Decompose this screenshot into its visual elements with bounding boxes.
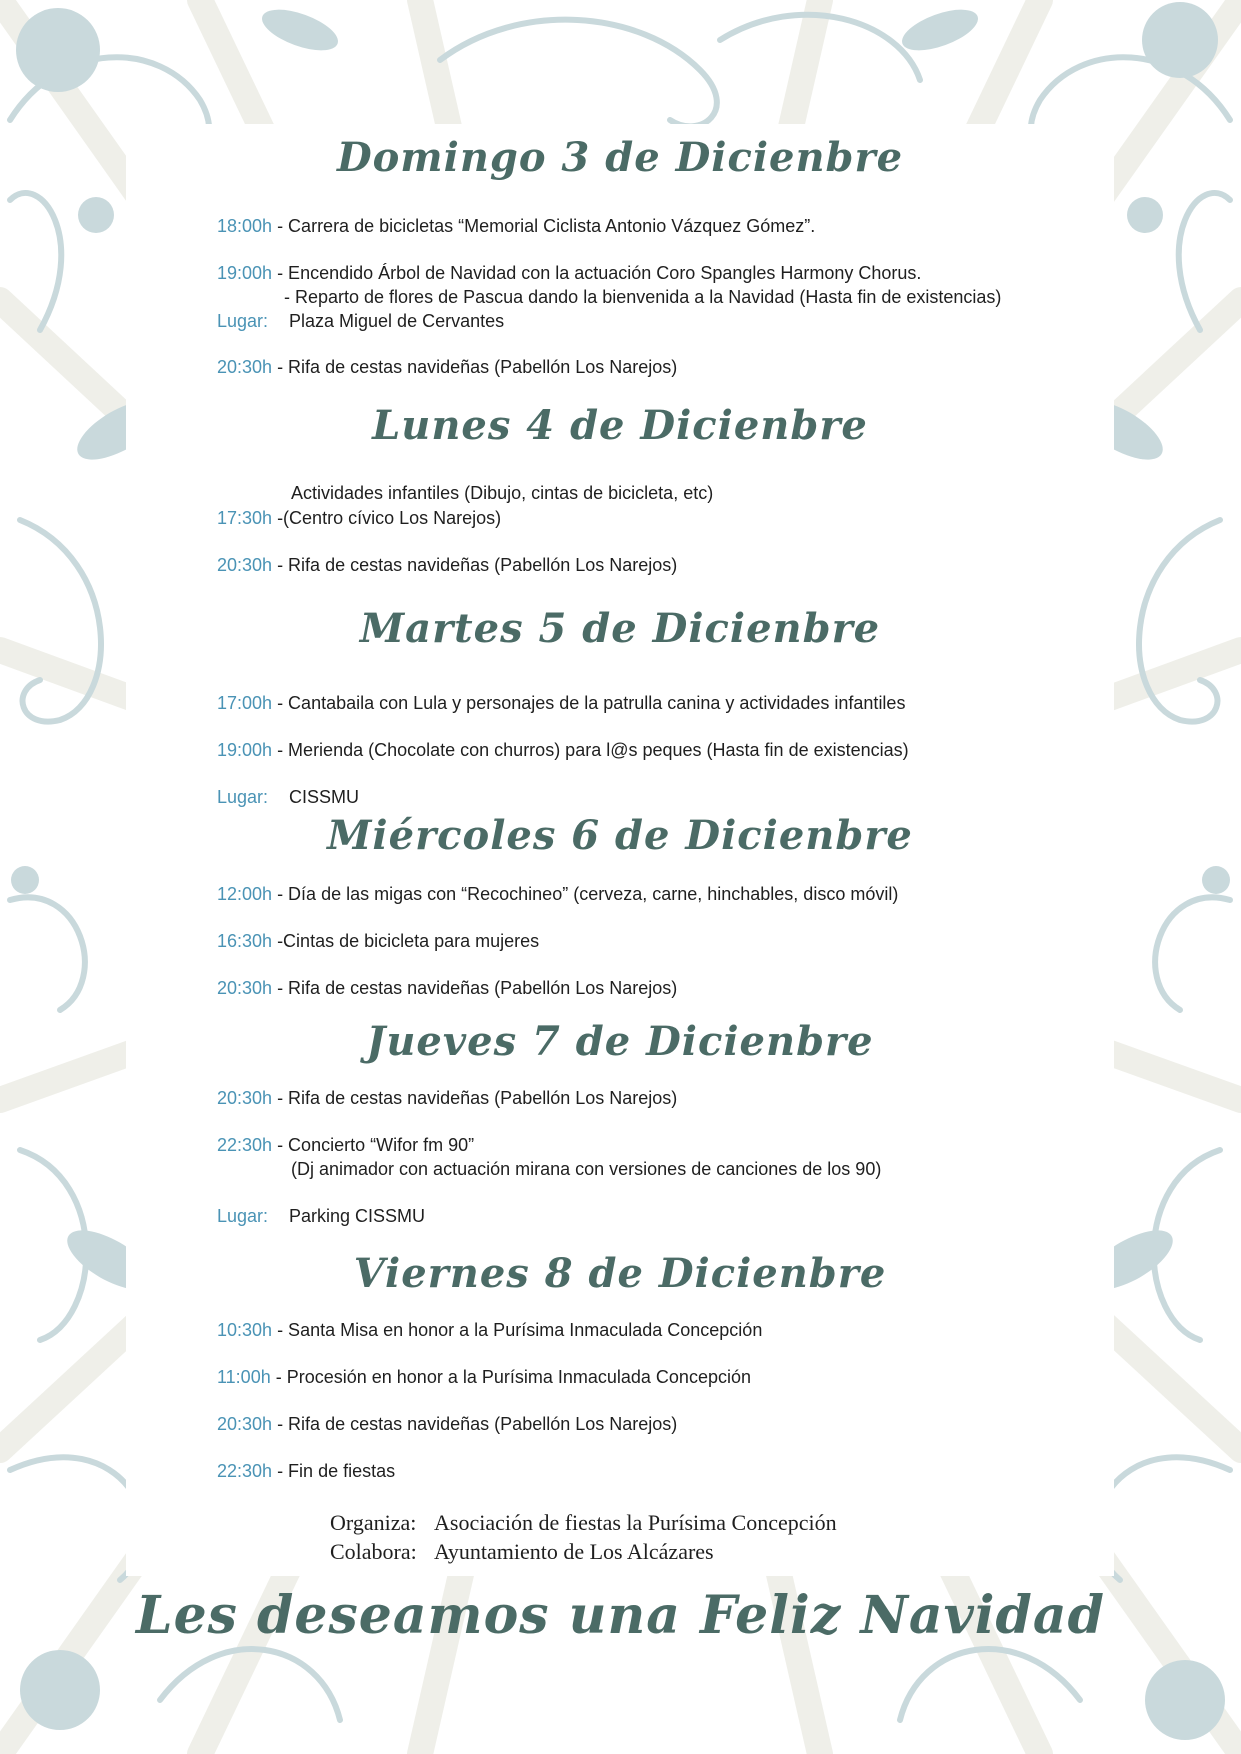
credit-value: Ayuntamiento de Los Alcázares	[434, 1539, 714, 1564]
closing-greeting: Les deseamos una Feliz Navidad	[136, 1585, 1105, 1646]
event-line	[217, 884, 898, 905]
event-text: - Fin de fiestas	[272, 1461, 396, 1481]
event-time: 10:30h	[217, 1320, 273, 1340]
credit-organiza	[330, 1510, 837, 1536]
event-text: - Concierto “Wifor fm 90”	[272, 1135, 475, 1155]
event-time: 19:00h	[217, 263, 273, 283]
event-place-label: Lugar:	[217, 1206, 269, 1226]
event-text: - Santa Misa en honor a la Purísima Inmaculada Concepción	[272, 1320, 763, 1340]
event-time: 12:00h	[217, 884, 273, 904]
day-heading-jueves: Jueves 7 de Dicienbre	[366, 1018, 874, 1065]
event-line	[217, 263, 921, 284]
event-text: - Rifa de cestas navideñas (Pabellón Los Narejos)	[272, 1088, 678, 1108]
event-text: - Rifa de cestas navideñas (Pabellón Los Narejos)	[272, 357, 678, 377]
event-text: - Reparto de flores de Pascua dando la bienvenida a la Navidad (Hasta fin de existencias)	[284, 287, 1002, 307]
event-time: 20:30h	[217, 978, 273, 998]
day-heading-viernes: Viernes 8 de Dicienbre	[353, 1250, 887, 1297]
event-line	[217, 357, 677, 378]
event-line	[217, 1320, 762, 1341]
event-line	[217, 1461, 395, 1482]
event-text: -Cintas de bicicleta para mujeres	[272, 931, 540, 951]
event-line	[217, 555, 677, 576]
event-text: - Carrera de bicicletas “Memorial Ciclista Antonio Vázquez Gómez”.	[272, 216, 816, 236]
event-line	[217, 1088, 677, 1109]
event-line	[217, 978, 677, 999]
event-text: - Encendido Árbol de Navidad con la actuación Coro Spangles Harmony Chorus.	[272, 263, 922, 283]
event-line	[217, 216, 815, 237]
event-text: (Dj animador con actuación mirana con versiones de canciones de los 90)	[291, 1159, 882, 1179]
event-line	[217, 787, 359, 808]
event-line	[217, 740, 909, 761]
event-time: 19:00h	[217, 740, 273, 760]
event-place: Parking CISSMU	[289, 1206, 426, 1226]
event-time: 20:30h	[217, 555, 273, 575]
event-line	[217, 311, 504, 332]
event-text: - Merienda (Chocolate con churros) para l@s peques (Hasta fin de existencias)	[272, 740, 909, 760]
event-text: - Rifa de cestas navideñas (Pabellón Los Narejos)	[272, 1414, 678, 1434]
day-heading-martes: Martes 5 de Dicienbre	[359, 605, 881, 652]
credit-colabora	[330, 1539, 714, 1565]
event-time: 18:00h	[217, 216, 273, 236]
credit-label: Organiza:	[330, 1510, 417, 1535]
credit-value: Asociación de fiestas la Purísima Concepción	[434, 1510, 837, 1535]
event-place: Plaza Miguel de Cervantes	[289, 311, 505, 331]
event-line	[291, 483, 713, 504]
day-heading-domingo: Domingo 3 de Dicienbre	[336, 134, 904, 181]
event-text: - Rifa de cestas navideñas (Pabellón Los Narejos)	[272, 978, 678, 998]
event-text: Actividades infantiles (Dibujo, cintas de bicicleta, etc)	[291, 483, 714, 503]
day-heading-miercoles: Miércoles 6 de Dicienbre	[327, 812, 913, 859]
event-text: -(Centro cívico Los Narejos)	[272, 508, 502, 528]
event-line	[217, 1206, 425, 1227]
event-time: 11:00h	[217, 1367, 271, 1387]
event-line	[284, 287, 1001, 308]
event-line	[217, 931, 539, 952]
event-time: 16:30h	[217, 931, 273, 951]
day-heading-lunes: Lunes 4 de Dicienbre	[372, 402, 868, 449]
event-text: - Cantabaila con Lula y personajes de la patrulla canina y actividades infantiles	[272, 693, 906, 713]
event-time: 17:30h	[217, 508, 273, 528]
event-line	[291, 1159, 881, 1180]
event-place: CISSMU	[289, 787, 360, 807]
event-place-label: Lugar:	[217, 787, 269, 807]
event-time: 20:30h	[217, 357, 273, 377]
event-text: - Procesión en honor a la Purísima Inmaculada Concepción	[270, 1367, 751, 1387]
event-time: 22:30h	[217, 1461, 273, 1481]
event-line	[217, 1367, 751, 1388]
event-time: 20:30h	[217, 1088, 273, 1108]
credit-label: Colabora:	[330, 1539, 417, 1564]
event-place-label: Lugar:	[217, 311, 269, 331]
event-time: 17:00h	[217, 693, 273, 713]
event-time: 20:30h	[217, 1414, 273, 1434]
event-line	[217, 1135, 474, 1156]
event-line	[217, 693, 905, 714]
event-text: - Rifa de cestas navideñas (Pabellón Los Narejos)	[272, 555, 678, 575]
event-time: 22:30h	[217, 1135, 273, 1155]
event-line	[217, 508, 501, 529]
event-text: - Día de las migas con “Recochineo” (cerveza, carne, hinchables, disco móvil)	[272, 884, 899, 904]
event-line	[217, 1414, 677, 1435]
